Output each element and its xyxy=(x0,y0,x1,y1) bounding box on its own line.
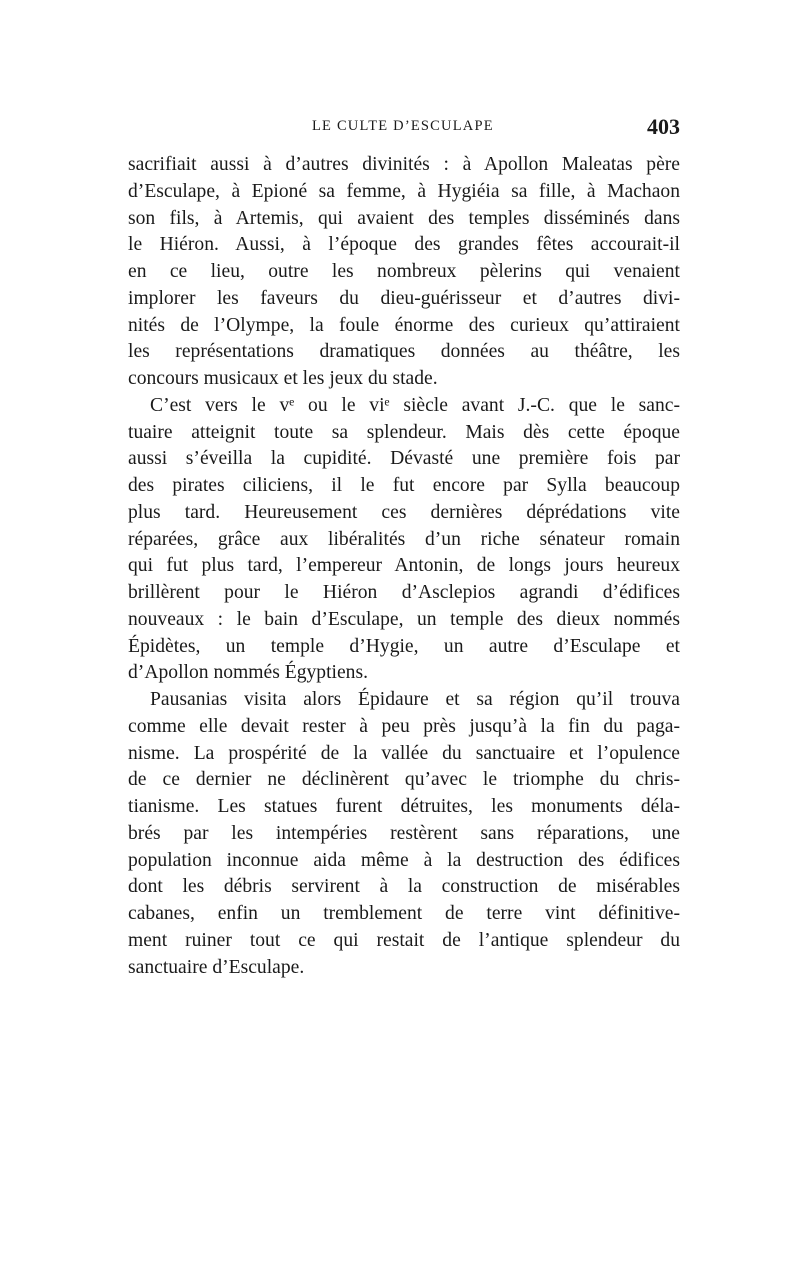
text-line: brillèrent pour le Hiéron d’Asclepios agrandi d’édifices xyxy=(128,582,680,603)
running-title: LE CULTE D’ESCULAPE xyxy=(312,118,494,134)
text-line: réparées, grâce aux libéralités d’un riche sénateur romain xyxy=(128,528,680,550)
text-line: Pausanias visita alors Épidaure et sa région qu’il trouva xyxy=(150,689,680,710)
text-line: cabanes, enfin un tremblement de terre vint définitive- xyxy=(128,903,680,924)
text-line: nités de l’Olympe, la foule énorme des curieux qu’attiraient xyxy=(128,314,680,336)
text-line: implorer les faveurs du dieu-guérisseur et d’autres divi- xyxy=(128,287,680,309)
text-line: en ce lieu, outre les nombreux pèlerins qui venaient xyxy=(128,261,680,282)
text-line: le Hiéron. Aussi, à l’époque des grandes fêtes accourait-il xyxy=(128,234,680,256)
text-line: les représentations dramatiques données au théâtre, les xyxy=(128,341,680,363)
text-line: Épidètes, un temple d’Hygie, un autre d’Esculape et xyxy=(128,635,680,657)
text-line: nisme. La prospérité de la vallée du sanctuaire et l’opulence xyxy=(128,742,680,764)
text-line: des pirates ciliciens, il le fut encore par Sylla beaucoup xyxy=(128,475,680,496)
text-line: sanctuaire d’Esculape. xyxy=(128,956,305,978)
text-line: son fils, à Artemis, qui avaient des temples disséminés dans xyxy=(128,207,680,229)
text-line: tianisme. Les statues furent détruites, les monuments déla- xyxy=(128,796,680,817)
text-line: dont les débris servirent à la construction de misérables xyxy=(128,876,680,898)
text-line: aussi s’éveilla la cupidité. Dévasté une première fois par xyxy=(128,448,680,470)
text-line: C’est vers le vᵉ ou le viᵉ siècle avant J.-C. que le sanc- xyxy=(150,394,680,416)
text-line: concours musicaux et les jeux du stade. xyxy=(128,368,438,389)
paragraph xyxy=(128,687,680,981)
text-line: tuaire atteignit toute sa splendeur. Mais dès cette époque xyxy=(128,421,680,443)
text-line: brés par les intempéries restèrent sans réparations, une xyxy=(128,822,680,844)
paragraph xyxy=(128,393,680,687)
text-line: ment ruiner tout ce qui restait de l’antique splendeur du xyxy=(128,929,680,951)
text-line: d’Apollon nommés Égyptiens. xyxy=(128,662,369,684)
text-line: qui fut plus tard, l’empereur Antonin, de longs jours heureux xyxy=(128,555,680,577)
text-line: d’Esculape, à Epioné sa femme, à Hygiéia sa fille, à Machaon xyxy=(128,180,680,202)
page-number: 403 xyxy=(647,114,680,139)
body-text xyxy=(128,152,680,981)
paragraph xyxy=(128,152,680,393)
text-line: de ce dernier ne déclinèrent qu’avec le triomphe du chris- xyxy=(128,769,680,791)
text-line: plus tard. Heureusement ces dernières déprédations vite xyxy=(128,501,680,523)
text-line: population inconnue aida même à la destruction des édifices xyxy=(128,849,680,871)
text-line: nouveaux : le bain d’Esculape, un temple des dieux nommés xyxy=(128,608,680,630)
text-line: comme elle devait rester à peu près jusqu’à la fin du paga- xyxy=(128,715,680,737)
text-line: sacrifiait aussi à d’autres divinités : à Apollon Maleatas père xyxy=(128,154,680,175)
page-header xyxy=(128,114,680,144)
